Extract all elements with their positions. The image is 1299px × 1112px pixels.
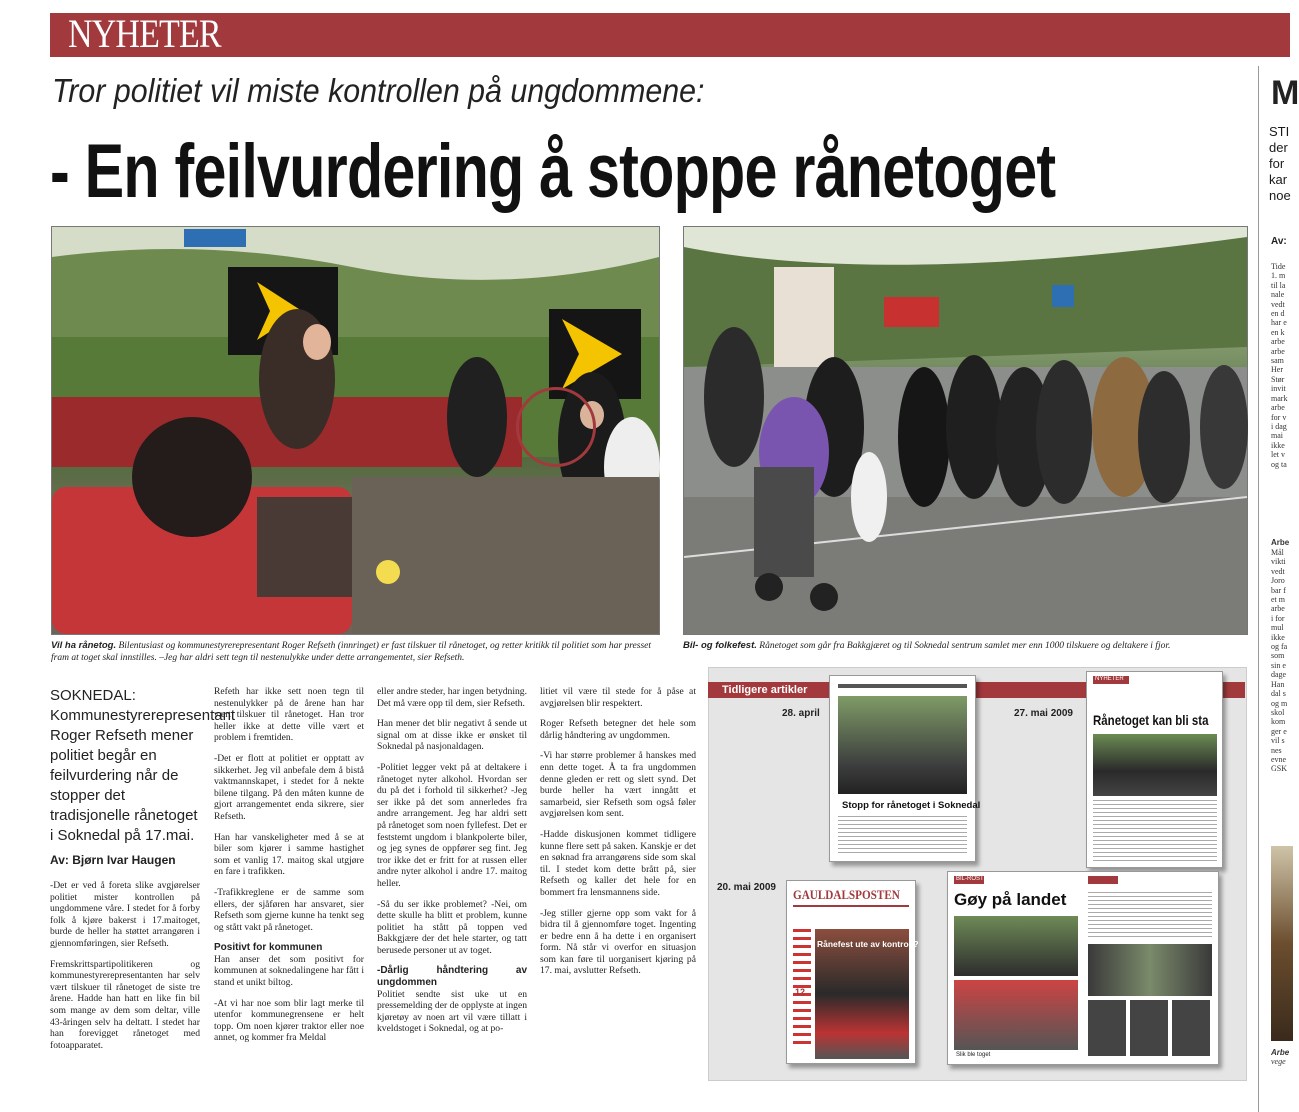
subheading-positivt: Positivt for kommunen <box>214 942 323 954</box>
thumbnail-section: NYHETER <box>1095 676 1124 682</box>
paragraph: -Trafikkreglene er de samme som ellers, der sjåføren har ansvaret, sier Refseth som gjerne kunne ha tenkt seg og stått vakt på rånetoget. <box>214 886 364 933</box>
photo-illustration-right <box>684 227 1247 634</box>
adjacent-headline: M <box>1271 74 1299 112</box>
paragraph: eller andre steder, har ingen betydning. Det må være opp til dem, sier Refseth. <box>377 686 527 709</box>
body-column-3 <box>377 686 527 1044</box>
highlight-ring <box>516 387 596 467</box>
caption-left-text: Bilentusiast og kommunestyrerepresentant Roger Refseth (innringet) er fast tilskuer til rånetoget, og retter kritikk til politiet som har presset fram at toget skal innstilles. –Jeg har aldri sett tegn til nestenulykke under dette arrangementet, sier Refseth. <box>51 641 652 663</box>
body-column-2 <box>214 686 364 1053</box>
paragraph: -Det er flott at politiet er opptatt av sikkerhet. Jeg vil anbefale dem å bistå vaktmannskapet, i stedet for å nekte bilene tilgang. På den måten kunne de gjort arrangementet enda sikrere, sier Refseth. <box>214 752 364 822</box>
caption-right <box>683 640 1246 652</box>
paragraph: Roger Refseth betegner det hele som dårlig håndtering av ungdommen. <box>540 718 696 741</box>
paragraph: -Jeg stiller gjerne opp som vakt for å bidra til å gjennomføre toget. Ingenting er bedre enn å ha dette i en organisert form. Nå står vi overfor en situasjon som kan føre til uorganisert kjøring på 17. mai, avslutter Refseth. <box>540 907 696 977</box>
section-band <box>50 13 1290 57</box>
thumbnail-headline: Rånefest ute av kontroll? <box>817 939 919 949</box>
paragraph: -Hadde diskusjonen kommet tidligere kunne flere sett på saken. Kanskje er det en søknad fra arrangørens side som skal til. I stedet kom dette brått på, sier Refseth og kaller det hele for en bommert fra lensmannens side. <box>540 828 696 898</box>
date-label: 27. mai 2009 <box>1014 708 1073 719</box>
adjacent-caption: Arbe vege <box>1271 1048 1290 1067</box>
adjacent-body-b: Mål vikti vedt Joro bar f et m arbe i for mul ikke og fa som sin e dage Han dal s og m skol kom ger e vil s nes evne GSK <box>1271 548 1288 774</box>
caption-left-label: Vil ha rånetog. <box>51 640 117 651</box>
date-label: 28. april <box>782 708 820 719</box>
kicker: Tror politiet vil miste kontrollen på ungdommene: <box>52 72 705 109</box>
adjacent-lead: STI der for kar noe <box>1269 124 1291 203</box>
article-thumbnail-goy-paa-landet[interactable] <box>947 871 1219 1065</box>
adjacent-body-a: Tide 1. m til la nale vedt en d har e en k arbe arbe sam Her Stør invit mark arbe for v i dag mai ikke let v og ta <box>1271 262 1288 469</box>
thumbnail-headline: Gøy på landet <box>954 890 1067 909</box>
caption-right-text: Rånetoget som går fra Bakkgjæret og til Soknedal sentrum samlet mer enn 1000 tilskuere og deltakere i fjor. <box>759 641 1171 651</box>
photo-refseth-raanetog <box>51 226 660 635</box>
adjacent-subheading: Arbe <box>1271 538 1290 547</box>
article-thumbnail-28-april[interactable] <box>829 675 981 862</box>
paragraph: -Så du ser ikke problemet? -Nei, om dette skulle ha blitt et problem, kunne politiet ha stått på toppen ved Bakkgjære der det hele starter, og tatt berusede personer ut av toget. <box>377 898 527 956</box>
article-thumbnail-27-mai-2009[interactable] <box>1086 671 1223 868</box>
adjacent-article-column <box>1258 66 1299 1112</box>
thumbnail-headline: Stopp for rånetoget i Soknedal <box>842 800 981 811</box>
previous-articles-title: Tidligere artikler <box>722 684 808 696</box>
caption-right-label: Bil- og folkefest. <box>683 640 757 651</box>
adjacent-byline: Av: <box>1271 236 1287 247</box>
date-label: 20. mai 2009 <box>717 882 776 893</box>
paragraph: -At vi har noe som blir lagt merke til utenfor kommunegrensene er helt topp. Om noen kjører traktor eller noe annet, og kommer fra Meldal <box>214 997 364 1044</box>
thumbnail-caption: Slik ble toget <box>956 1052 991 1058</box>
thumbnail-section: BIL-ROST <box>956 876 984 882</box>
paragraph: Politiet sendte sist uke ut en pressemelding der de opplyste at ingen kjøretøy av noen art vil være tillatt i kveldstoget i Soknedal, og at po- <box>377 988 527 1035</box>
paragraph: Fremskrittspartipolitikeren og kommunestyrerepresentanten har selv vært tilskuer til rånetoget de siste tre årene. Hadde han hatt en like fin bil som mange av dem som deltar, ville 43-åringen selv ha deltatt. I stedet har han forevigget rånetoget med fotoapparatet. <box>50 958 200 1051</box>
lead-paragraph: SOKNEDAL: Kommunestyrerepresentant Roger Refseth mener politiet begår en feilvurdering når de stopper det tradisjonelle rånetoget i Soknedal på 17.mai. <box>50 687 236 844</box>
adjacent-photo <box>1271 846 1293 1041</box>
thumbnail-masthead: GAULDALSPOSTEN <box>793 887 900 902</box>
byline: Av: Bjørn Ivar Haugen <box>50 853 176 867</box>
paragraph: litiet vil være til stede for å påse at avgjørelsen blir respektert. <box>540 686 696 709</box>
section-title: NYHETER <box>68 11 221 56</box>
paragraph: -Det er ved å foreta slike avgjørelser politiet mister kontrollen på ungdommene våre. I stedet for å forby folk å kjøre bakerst i 17.maitoget, burde de heller ha støttet arrangøren i gjennomføringen, sier Refseth. <box>50 880 200 949</box>
caption-left <box>51 640 658 664</box>
photo-crowd-raanetog <box>683 226 1248 635</box>
paragraph: -Vi har større problemer å hanskes med enn dette toget. Å ta fra ungdommen denne gleden er rett og slett synd. Det burde heller ha vært inngått et samarbeid, sier Refseth som også føler avgjørelsen kom sent. <box>540 750 696 820</box>
paragraph: Han anser det som positivt for kommunen at soknedalingene har fått i stand et unikt biltog. <box>214 953 364 989</box>
article-thumbnail-20-mai-2009[interactable] <box>786 880 919 1064</box>
thumbnail-headline: Rånetoget kan bli sta <box>1093 712 1209 728</box>
paragraph: Han har vanskeligheter med å se at biler som kjører i samme hastighet som et vanlig 17. maitog skal utgjøre en fare i trafikken. <box>214 831 364 878</box>
body-column-1 <box>50 880 200 1060</box>
thumbnail-price: 12 <box>795 987 806 997</box>
paragraph: Refeth har ikke sett noen tegn til nestenulykker på de årene han har vært tilskuer til rånetoget. Han tror heller ikke at dette ville vært et problem i fremtiden. <box>214 686 364 744</box>
headline: - En feilvurdering å stoppe rånetoget <box>50 129 1056 214</box>
subheading-daarlig: -Dårlig håndtering av ungdommen <box>377 965 527 989</box>
paragraph: Han mener det blir negativt å sende ut signal om at disse ikke er ønsket til Soknedal på nasjonaldagen. <box>377 718 527 753</box>
paragraph: -Politiet legger vekt på at deltakere i rånetoget nyter alkohol. Hvordan ser du på det i forhold til sikkerhet? -Jeg ser ikke på det som annerledes fra andre arrangement. Jeg har aldri sett på rånetoget som noen fyllefest. Det er feststemt ungdom i blankpolerte biler, og jeg synes de oppfører seg fint. Jeg tror ikke det er fritt for at russen eller andre nyter alkohol i andre 17. maitog heller. <box>377 761 527 889</box>
body-column-4 <box>540 686 696 986</box>
